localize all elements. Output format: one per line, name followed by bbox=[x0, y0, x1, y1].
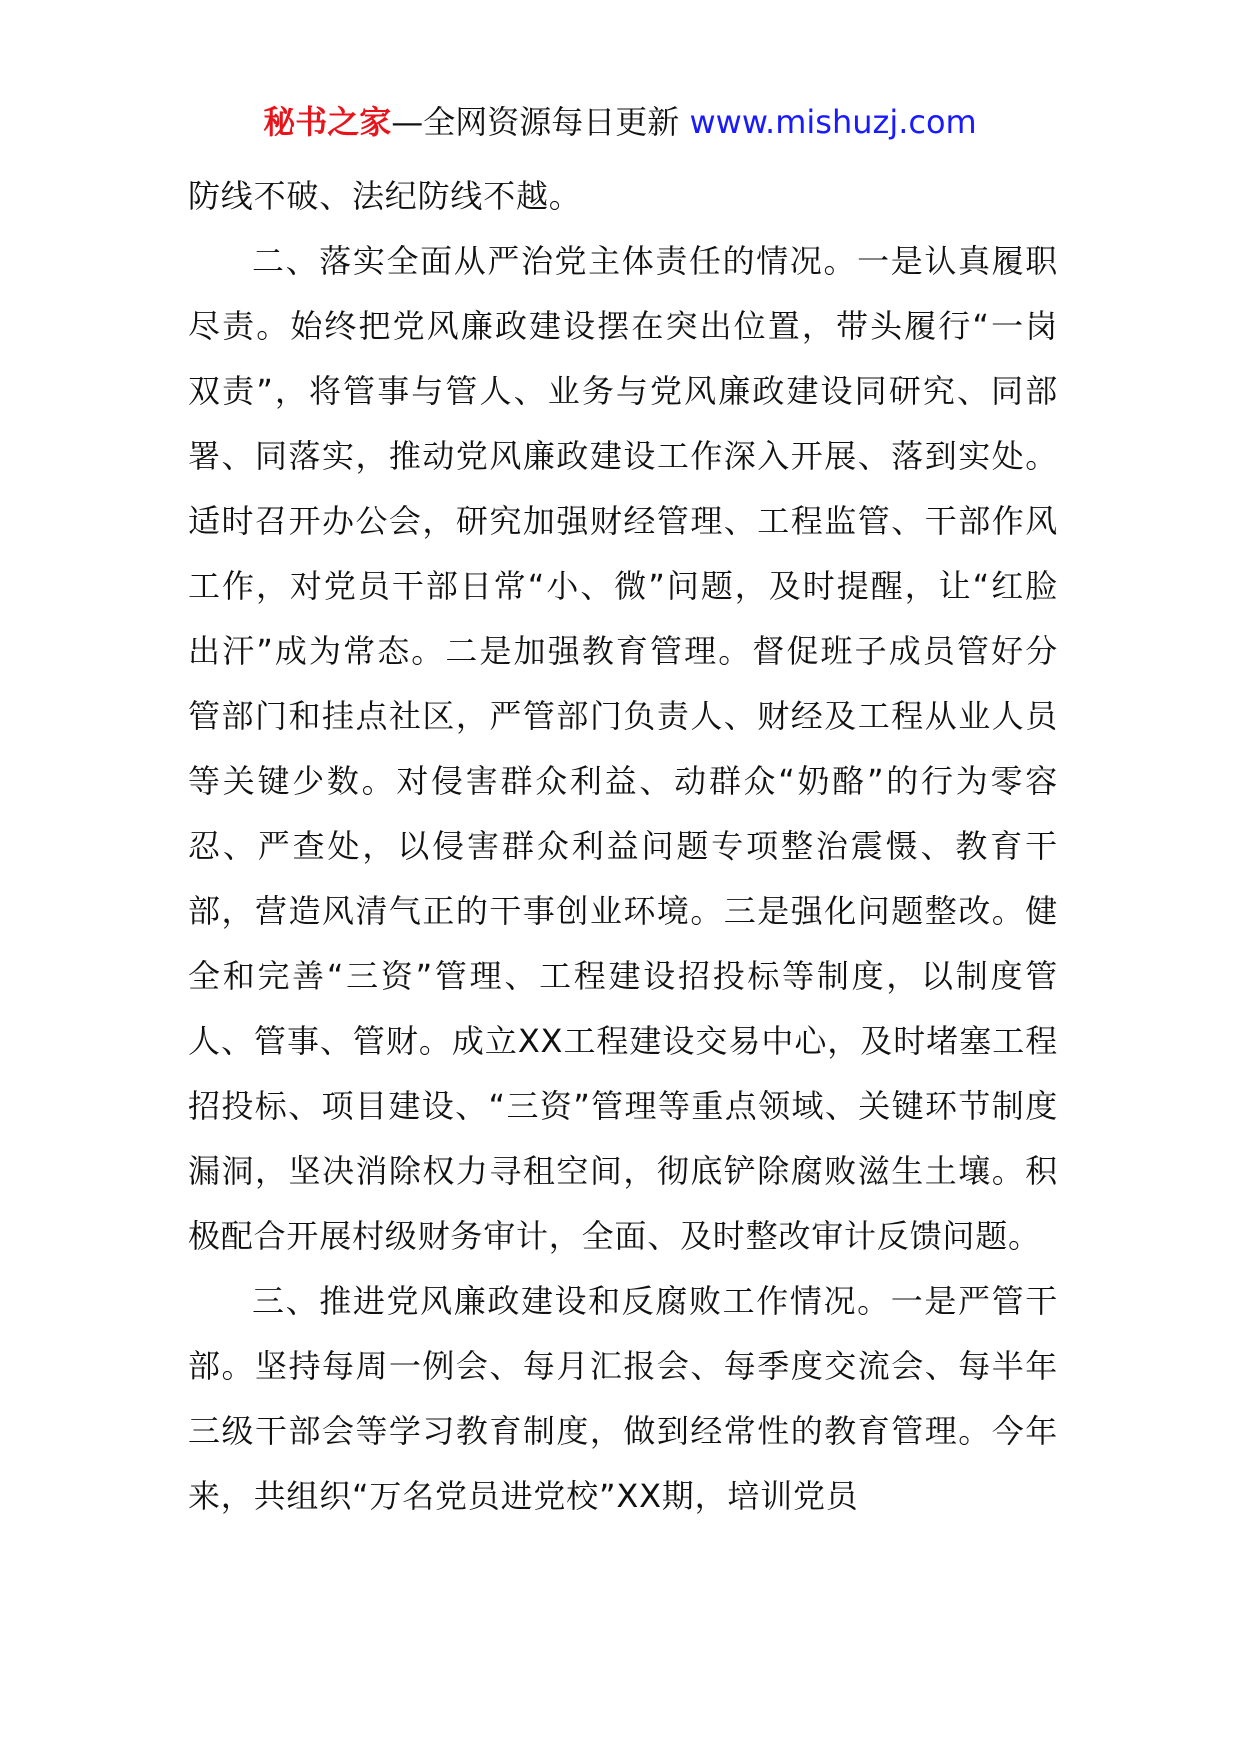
document-body bbox=[188, 164, 1058, 1529]
paragraph-section-two: 二、落实全面从严治党主体责任的情况。一是认真履职尽责。始终把党风廉政建设摆在突出位置，带头履行“一岗双责”，将管事与管人、业务与党风廉政建设同研究、同部署、同落实，推动党风廉政建设工作深入开展、落到实处。适时召开办公会，研究加强财经管理、工程监管、干部作风工作，对党员干部日常“小、微”问题，及时提醒，让“红脸出汗”成为常态。二是加强教育管理。督促班子成员管好分管部门和挂点社区，严管部门负责人、财经及工程从业人员等关键少数。对侵害群众利益、动群众“奶酪”的行为零容忍、严查处，以侵害群众利益问题专项整治震慑、教育干部，营造风清气正的干事创业环境。三是强化问题整改。健全和完善“三资”管理、工程建设招投标等制度，以制度管人、管事、管财。成立XX工程建设交易中心，及时堵塞工程招投标、项目建设、“三资”管理等重点领域、关键环节制度漏洞，坚决消除权力寻租空间，彻底铲除腐败滋生土壤。积极配合开展村级财务审计，全面、及时整改审计反馈问题。 bbox=[188, 242, 1058, 1255]
paragraph-continuation: 防线不破、法纪防线不越。 bbox=[188, 177, 582, 215]
page-header bbox=[0, 100, 1240, 144]
paragraph-section-three: 三、推进党风廉政建设和反腐败工作情况。一是严管干部。坚持每周一例会、每月汇报会、每季度交流会、每半年三级干部会等学习教育制度，做到经常性的教育管理。今年来，共组织“万名党员进党校”XX期，培训党员 bbox=[188, 1282, 1058, 1515]
brand-name: 秘书之家 bbox=[263, 103, 392, 141]
header-url-link[interactable]: www.mishuzj.com bbox=[689, 103, 977, 141]
header-tagline: —全网资源每日更新 bbox=[391, 103, 680, 141]
